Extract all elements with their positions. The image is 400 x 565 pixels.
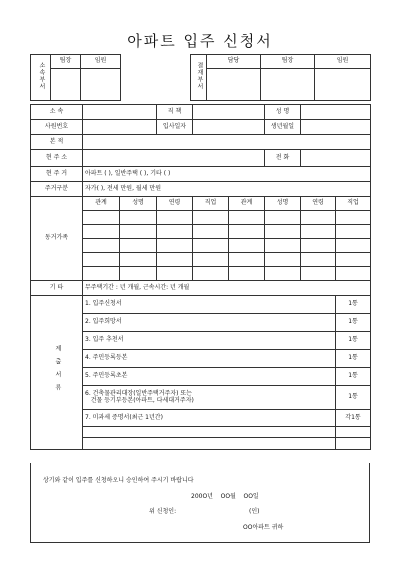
approval-left-header: 팀장 bbox=[51, 55, 81, 69]
label-documents: 제출서류 bbox=[31, 296, 83, 450]
label-name: 성 명 bbox=[265, 105, 301, 120]
phone-field[interactable] bbox=[301, 150, 371, 167]
family-header: 관계 bbox=[83, 197, 120, 211]
footer-block bbox=[30, 463, 370, 543]
address-field[interactable] bbox=[83, 150, 265, 167]
doc-item: 6. 건축물관리대장(일반주택거주자) 또는 건물 등기부등본(아파트, 다세대거주자) bbox=[83, 386, 336, 410]
info-table bbox=[30, 104, 371, 450]
label-position: 직 책 bbox=[157, 105, 193, 120]
doc-item: 4. 주민등록등본 bbox=[83, 350, 336, 368]
date-text: 200O년 OO월 OO일 bbox=[191, 493, 259, 500]
doc-count: 각1통 bbox=[336, 410, 371, 427]
emp-no-field[interactable] bbox=[83, 120, 157, 135]
family-header: 직업 bbox=[336, 197, 371, 211]
doc-item: 1. 입주신청서 bbox=[83, 296, 336, 314]
applicant-label: 위 신청인: bbox=[149, 508, 177, 515]
approval-right-label: 결재부서 bbox=[191, 55, 207, 101]
sign-cell[interactable] bbox=[81, 69, 121, 101]
doc-item: 5. 주민등록초본 bbox=[83, 368, 336, 386]
join-date-field[interactable] bbox=[193, 120, 265, 135]
family-header: 연령 bbox=[157, 197, 193, 211]
label-housing-type: 주거구분 bbox=[31, 182, 83, 197]
doc-count: 1통 bbox=[336, 296, 371, 314]
label-birth: 생년월일 bbox=[265, 120, 301, 135]
sign-cell[interactable] bbox=[51, 69, 81, 101]
label-other: 기 타 bbox=[31, 281, 83, 296]
statement-text: 상기와 같이 입주를 신청하오니 승인하여 주시기 바랍니다 bbox=[43, 477, 194, 484]
doc-count: 1통 bbox=[336, 314, 371, 332]
other-field[interactable]: 무주택기간 : 년 개월, 근속시간: 년 개월 bbox=[83, 281, 371, 296]
form-title: 아파트 입주 신청서 bbox=[127, 32, 273, 50]
doc-item: 3. 입주 추천서 bbox=[83, 332, 336, 350]
family-header: 직업 bbox=[193, 197, 229, 211]
label-family: 동거가족 bbox=[31, 197, 83, 281]
family-header: 관계 bbox=[229, 197, 265, 211]
name-field[interactable] bbox=[301, 105, 371, 120]
birth-field[interactable] bbox=[301, 120, 371, 135]
approval-right-header: 임원 bbox=[315, 55, 371, 69]
doc-count: 1통 bbox=[336, 332, 371, 350]
family-header: 연령 bbox=[301, 197, 336, 211]
family-header: 성명 bbox=[265, 197, 301, 211]
housing-type-field[interactable]: 자가( ), 전세 만원, 월세 만원 bbox=[83, 182, 371, 197]
label-address: 현 주 소 bbox=[31, 150, 83, 167]
housing-field[interactable]: 아파트 ( ), 일반주택 ( ), 기타 ( ) bbox=[83, 167, 371, 182]
label-join-date: 입사일자 bbox=[157, 120, 193, 135]
seal-text: (인) bbox=[249, 508, 260, 515]
domicile-field[interactable] bbox=[83, 135, 371, 150]
sign-cell[interactable] bbox=[207, 69, 261, 101]
label-housing: 현 주 거 bbox=[31, 167, 83, 182]
label-emp-no: 사원번호 bbox=[31, 120, 83, 135]
sign-cell[interactable] bbox=[261, 69, 315, 101]
approval-left-header: 임원 bbox=[81, 55, 121, 69]
doc-item: 2. 입주희망서 bbox=[83, 314, 336, 332]
affiliation-field[interactable] bbox=[83, 105, 157, 120]
doc-count: 1통 bbox=[336, 350, 371, 368]
position-field[interactable] bbox=[193, 105, 265, 120]
approval-right-header: 팀장 bbox=[261, 55, 315, 69]
label-affiliation: 소 속 bbox=[31, 105, 83, 120]
approval-gap bbox=[121, 55, 191, 101]
sign-cell[interactable] bbox=[315, 69, 371, 101]
approval-table bbox=[30, 54, 371, 101]
doc-count: 1통 bbox=[336, 368, 371, 386]
doc-count: 1통 bbox=[336, 386, 371, 410]
label-domicile: 본 적 bbox=[31, 135, 83, 150]
recipient-text: OO아파트 귀하 bbox=[243, 524, 284, 531]
label-phone: 전 화 bbox=[265, 150, 301, 167]
approval-right-header: 담당 bbox=[207, 55, 261, 69]
approval-left-label: 소속부서 bbox=[31, 55, 51, 101]
family-header: 성명 bbox=[120, 197, 157, 211]
doc-item: 7. 미과세 증명서(최근 1년간) bbox=[83, 410, 336, 427]
